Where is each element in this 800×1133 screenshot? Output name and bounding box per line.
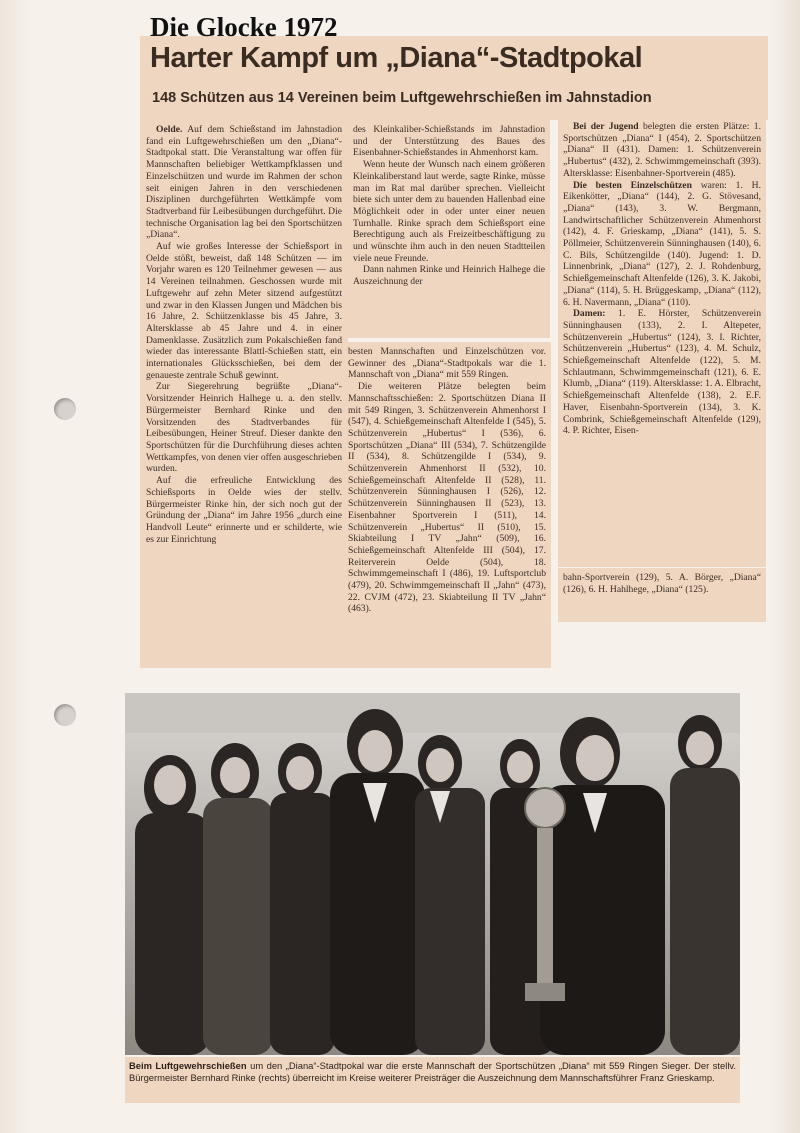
article-column-3-bottom <box>563 572 761 620</box>
punch-hole-upper <box>54 398 76 420</box>
subheadline: 148 Schützen aus 14 Vereinen beim Luftgewehrschießen im Jahnstadion <box>152 90 652 106</box>
paragraph: 1. E. Hörster, Schützenverein Sünninghausen (133), 2. I. Altepeter, Schützenverein „Hubertus“ (124), 3. I. Richter, Schützenverein „Hubertus“ (123), 4. M. Schulz, Schießgemeinschaft Altenfelde (122), 5. M. Schlautmann, Schwimmgemeinschaft (121), 6. E. Klumb, „Diana“ (119). Altersklasse: 1. A. Elbracht, Schießgemeinschaft Altenfelde (138), 2. E.F. Haver, Eisenbahn-Sportverein (134), 3. K. Combrink, Schießgemeinschaft Altenfelde (129), 4. P. Richter, Eisen- <box>563 308 761 437</box>
headline: Harter Kampf um „Diana“-Stadtpokal <box>150 42 643 74</box>
paragraph: Auf wie großes Interesse der Schießsport in Oelde stößt, beweist, daß 148 Schützen — im Vorjahr waren es 120 Teilnehmer gewesen — aus 14 Vereinen teilnahmen. Geschossen wurde mit Luftgewehr auf zehn Meter sitzend aufgestützt und zwar in den Klassen Jungen und Mädchen bis 16 Jahre, 2. Schützenklasse bis 45 Jahre, 3. Altersklasse ab 45 Jahre und 4. in einer Damenklasse. Zusätzlich zum Pokalschießen fand wieder das interessante Blattl-Schießen statt, ein internationales Glücksschießen, bei dem der genaueste zentrale Schuß gewinnt. <box>146 241 342 381</box>
caption-lead: Beim Luftgewehrschießen <box>129 1060 247 1071</box>
paragraph: Zur Siegerehrung begrüßte „Diana“-Vorsitzender Heinrich Halhege u. a. den stellv. Bürgermeister Bernhard Rinke und den Vorsitzenden des Stadtverbandes für Leibesübungen, Heiner Streuf. Dieser dankte den Sportschützen für die Durchführung dieses achten Wettkampfes, von denen vier offen ausgeschrieben wurden. <box>146 381 342 475</box>
caption-text: um den „Diana“-Stadtpokal war die erste Mannschaft der Sportschützen „Diana“ mit 559 Ringen Sieger. Der stellv. Bürgermeister Bernhard Rinke (rechts) überreicht im Kreise weiterer Preisträger die Auszeichnung dem Mannschaftsführer Franz Grieskamp. <box>129 1060 736 1083</box>
paragraph: belegten die ersten Plätze: 1. Sportschützen „Diana“ I (454), 2. Sportschützen „Diana“ II (431). Damen: 1. Schützenverein „Hubertus“ (432), 2. Schwimmgemeinschaft (393). Altersklasse: Eisenbahner-Sportverein (485). <box>563 121 761 179</box>
paragraph: waren: 1. H. Eikenkötter, „Diana“ (144), 2. G. Stövesand, „Diana“ (143), 3. W. Bergmann, Landwirtschaftlicher Schützenverein Ahmenhorst (142), 4. F. Grieskamp, „Diana“ (141), 5. S. Pöllmeier, Schützenverein Sünninghausen (140), 6. C. Bils, Schützengilde (140). Jugend: 1. D. Linnenbrink, „Diana“ (127), 2. J. Rohdenburg, Schießgemeinschaft Altenfelde (126), 3. K. Jakobi, „Diana“ (114), 5. H. Brüggeskamp, „Diana“ (112), 6. H. Navermann, „Diana“ (110). <box>563 179 761 308</box>
photo-caption <box>125 1057 740 1103</box>
subheading: Die besten Einzelschützen <box>573 179 692 191</box>
paragraph: Dann nahmen Rinke und Heinrich Halhege die Auszeichnung der <box>353 264 545 288</box>
paragraph: Auf die erfreuliche Entwicklung des Schießsports in Oelde wies der stellv. Bürgermeister Rinke hin, der sich noch gut der Gründung der „Diana“ im Jahre 1956 „durch eine Handvoll Leute“ erinnerte und er schilderte, wie es zur Einrichtung <box>146 475 342 545</box>
subheading: Damen: <box>573 308 606 320</box>
article-column-2-bottom <box>348 346 546 666</box>
press-photo <box>125 693 740 1055</box>
article-column-2-top <box>353 124 545 336</box>
paragraph: des Kleinkaliber-Schießstands im Jahnstadion und der Unterstützung des Baues des Eisenbahner-Schießstandes in Ahmenhorst kam. <box>353 124 545 159</box>
article-column-3-top <box>563 121 761 565</box>
paragraph: Auf dem Schießstand im Jahnstadion fand ein Luftgewehrschießen um den „Diana“-Stadtpokal statt. Die Veranstaltung war offen für Mannschaften beliebiger Wettkampfklassen und Einzelschützen und wurde im Rahmen der schon seit einigen Jahren in den verschiedenen Disziplinen durchgeführten Wettkämpfe vom Stadtverband für Leibesübungen durchgeführt. Die technische Organisation lag bei den Sportschützen „Diana“. <box>146 124 342 241</box>
paragraph: bahn-Sportverein (129), 5. A. Börger, „Diana“ (126), 6. H. Hahlhege, „Diana“ (125). <box>563 572 761 595</box>
subheading: Bei der Jugend <box>573 121 639 132</box>
punch-hole-lower <box>54 704 76 726</box>
source-label: Die Glocke 1972 <box>150 12 338 42</box>
paragraph: besten Mannschaften und Einzelschützen vor. Gewinner des „Diana“-Stadtpokals war die 1. Mannschaft von „Diana“ mit 559 Ringen. <box>348 346 546 381</box>
paragraph: Wenn heute der Wunsch nach einem größeren Kleinkaliberstand laut werde, sagte Rinke, müsse man im Rat mal darüber sprechen. Vielleicht biete sich unter dem zu bauenden Hallenbad eine Möglichkeit oder in oder unter einer neuen Turnhalle. Rinke sprach dem Schießsport eine Berechtigung auch als Freizeitbeschäftigung zu und wünschte ihm auch in den neuen Stadtteilen viele neue Freunde. <box>353 159 545 264</box>
article-column-1 <box>146 124 342 666</box>
paragraph: Die weiteren Plätze belegten beim Mannschaftsschießen: 2. Sportschützen Diana II mit 549 Ringen, 3. Schützenverein Ahmenhorst I (547), 4. Schießgemeinschaft Altenfelde I (545), 5. Schützenverein „Hubertus“ I (536), 6. Sportschützen „Diana“ III (534), 7. Schützengilde II (534), 8. Schützengilde I (534), 9. Schützenverein Ahmenhorst II (532), 10. Schießgemeinschaft Altenfelde II (528), 11. Schützenverein Sünninghausen I (526), 12. Schützenverein Sünninghausen II (523), 13. Eisenbahner Sportverein I (511), 14. Schützenverein „Hubertus“ II (510), 15. Skiabteilung I TV „Jahn“ (509), 16. Schießgemeinschaft Altenfelde III (504), 17. Reiterverein Oelde (504), 18. Schwimmgemeinschaft I (486), 19. Luftsportclub (479), 20. Schwimmgemeinschaft II „Jahn“ (473), 22. CVJM (472), 23. Skiabteilung II TV „Jahn“ (463). <box>348 381 546 615</box>
photo-illustration <box>125 693 740 1055</box>
dateline: Oelde. <box>156 124 183 135</box>
